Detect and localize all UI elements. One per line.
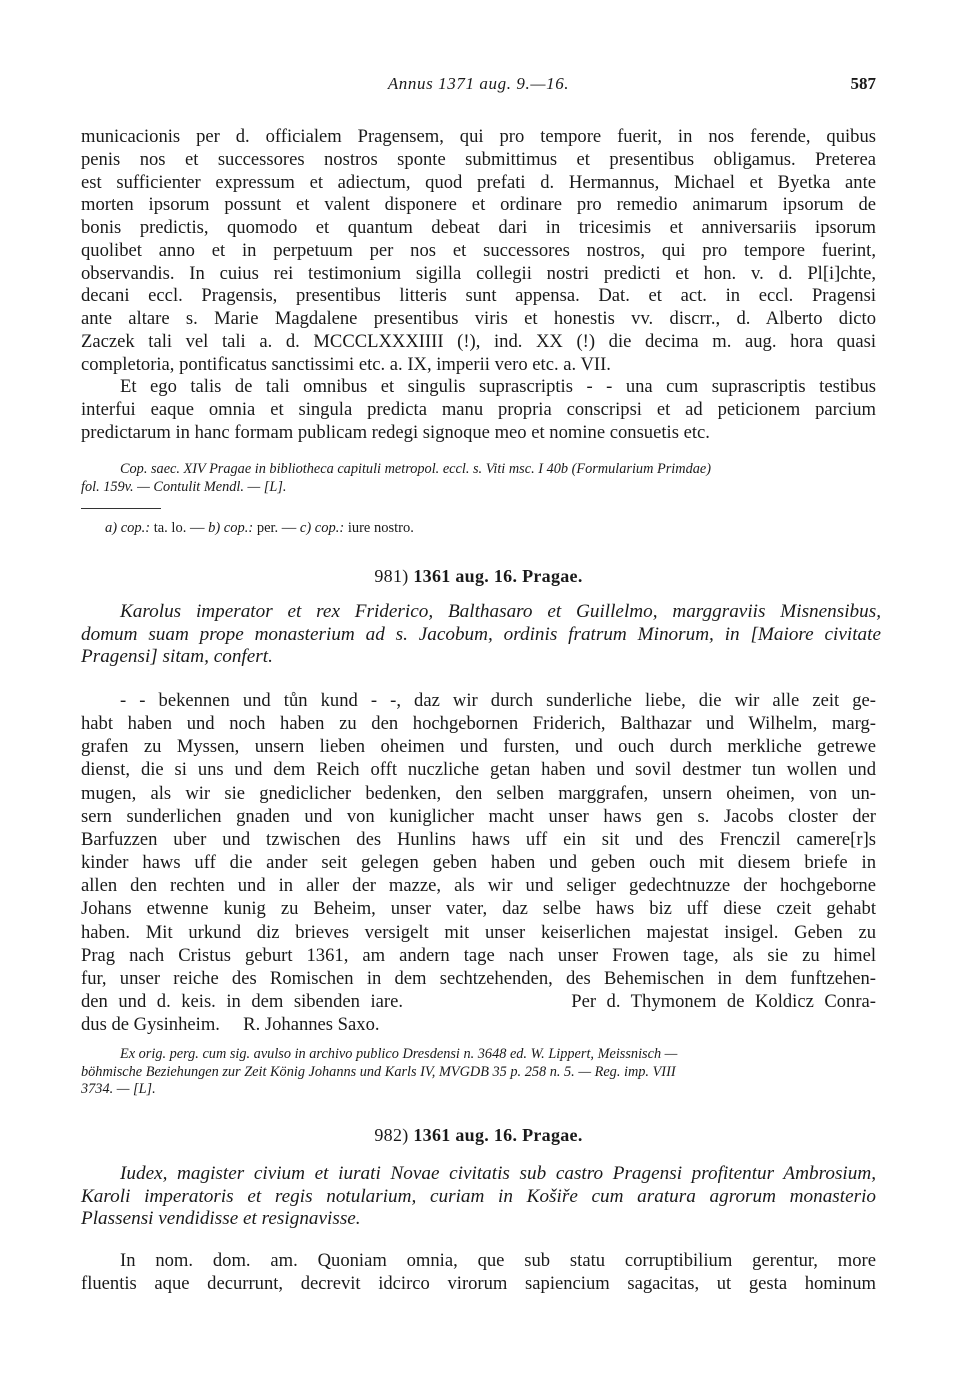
text-line: Zaczek tali vel tali a. d. MCCCLXXXIIII (!), ind. XX (!) die decima m. aug. hora quasi [81,330,876,352]
doc981-source-note [81,1046,876,1099]
footnote-c-mark: c) cop.: [299,520,345,536]
text-line: - - bekennen und tůn kund - -, daz wir durch sunderliche liebe, die wir alle zeit ge- [120,690,876,711]
text-line: sern sunderlichen gnaden und von kuniglicher macht unser haws gen s. Jacobs closter der [81,805,876,827]
text-line: dienst, die si uns und dem Reich offt nuczliche getan haben und sovil destmer tun wollen und [81,759,876,781]
regest-line: Pragensi] sitam, confert. [81,646,273,667]
text-line: est sufficienter expressum et adiectum, quod prefati d. Hermannus, Michael et Byetka ante [81,171,876,193]
paragraph-continuation [81,126,876,376]
page-number: 587 [850,74,876,93]
doc982-regest [81,1163,876,1231]
footnote-b-text: per. — [253,520,300,536]
text-line: haben. Mit urkund diz brieves versigelt mit unser keiserlichen majestat insigel. Geben zu [81,921,876,943]
text-line: grafen zu Myssen, unsern lieben oheimen und fursten, und ouch durch merkliche getrewe [81,736,876,758]
paragraph-notary [81,376,876,444]
doc982-date: 1361 aug. 16. Pragae. [413,1125,583,1145]
text-line: den und d. keis. in dem sibenden iare. Per d. Thymonem de Koldicz Conra- [81,991,876,1013]
doc981-date: 1361 aug. 16. Pragae. [413,566,583,586]
text-line: quolibet anno et in perpetuum per nos et successores nostros, qui pro tempore fuerint, [81,239,876,261]
regest-line: Iudex, magister civium et iurati Novae civitatis sub castro Pragensi profitentur Ambrosium, [120,1163,876,1184]
footnote-b-mark: b) cop.: [208,520,254,536]
text-line: completoria, pontificatus sanctissimi etc. a. IX, imperii vero etc. a. VII. [81,353,611,375]
regest-line: domum suam prope monasterium ad s. Jacobum, ordinis fratrum Minorum, in [Maiore civitate [81,623,881,645]
regest-line: Karolus imperator et rex Friderico, Balthasaro et Guillelmo, marggraviis Misnensibus, [120,601,881,622]
running-title: Annus 1371 aug. 9.—16. [387,74,570,93]
text-line: In nom. dom. am. Quoniam omnia, que sub statu corruptibilium gerentur, more [120,1250,876,1271]
text-line: bonis predictis, quomodo et quantum debeat dari in tricesimis et anniversariis ipsorum [81,217,876,238]
text-line: mugen, als wir sie gnediclicher bedenken, den selben marggrafen, unsern oheimen, von un- [81,782,876,804]
footnotes [81,519,876,537]
text-line: Prag nach Cristus geburt 1361, am andern tage nach unser Frowen tage, als sie zu himel [81,944,876,966]
text-line: interfui eaque omnia et singula predicta manu propria conscripsi et ad peticionem parcium [81,399,876,420]
source-line: böhmische Beziehungen zur Zeit König Johanns und Karls IV, MVGDB 35 p. 258 n. 5. — Reg. imp. VIII [81,1063,676,1080]
doc982-text [81,1249,876,1295]
doc981-regest [81,601,881,669]
text-line: decani eccl. Pragensis, presentibus litteris sunt appensa. Dat. et act. in eccl. Pragensi [81,285,876,307]
text-line: dus de Gysinheim. R. Johannes Saxo. [81,1014,380,1036]
text-line: fur, unser reiche des Romischen in dem sechtzehenden, des Behemischen in dem funftzehen- [81,967,876,989]
text-line: kinder haws uff die ander seit gelegen geben haben und geben ouch mit diesem briefe in [81,852,876,874]
footnote-c-text: iure nostro. [344,520,414,536]
text-line: predictarum in hanc formam publicam redegi signoque meo et nomine consuetis etc. [81,421,710,443]
text-line: Et ego talis de tali omnibus et singulis suprascriptis - - una cum suprascriptis testibus [120,376,876,398]
source-line: Ex orig. perg. cum sig. avulso in archivo publico Dresdensi n. 3648 ed. W. Lippert, Meissnisch — [120,1046,678,1062]
text-line: Barfuzzen uber und tzwischen des Hunlins haws uff ein sit und des Frenczil camere[r]s [81,828,876,850]
doc981-text [81,689,876,1036]
footnote-a-mark: a) cop.: [105,520,151,536]
text-line: ante altare s. Marie Magdalene presentibus viris et honestis vv. discrr., d. Alberto dicto [81,308,876,329]
text-line: allen den rechten und in aller der mazze, als wir und seliger gedechtnuzze der hochgeborne [81,875,876,897]
doc982-heading [81,1125,876,1146]
regest-line: Plassensi vendidisse et resignavisse. [81,1208,361,1229]
text-line: municacionis per d. officialem Pragensem, qui pro tempore fuerit, in nos ferende, quibus [81,126,876,147]
text-line: penis nos et successores nostros sponte submittimus et presentibus obligamus. Preterea [81,148,876,170]
source-note-1 [81,461,876,496]
doc981-number: 981) [374,566,409,586]
text-line: habt haben und noch haben zu den hochgebornen Friderich, Balthazar und Wilhelm, marg- [81,713,876,735]
source-line: fol. 159v. — Contulit Mendl. — [L]. [81,478,287,495]
doc981-heading [81,566,876,587]
text-line: observandis. In cuius rei testimonium sigilla collegii nostri predicti et hon. v. d. Pl[i]chte, [81,262,876,284]
regest-line: Karoli imperatoris et regis notularium, curiam in Košiře cum aratura agrorum monasterio [81,1185,876,1207]
running-head [81,74,876,102]
text-line: fluentis aque decurrunt, decrevit idcirco virorum sapiencium sagacitas, ut gesta hominum [81,1273,876,1295]
source-line: Cop. saec. XIV Pragae in bibliotheca capituli metropol. eccl. s. Viti msc. I 40b (Formularium Primdae) [120,461,711,477]
doc982-number: 982) [374,1125,409,1145]
continuation-text [81,126,876,445]
source-line: 3734. — [L]. [81,1081,156,1097]
text-line: Johans etwenne kunig zu Beheim, unser vater, daz selbe haws biz uff diese czeit gehabt [81,898,876,920]
doc981-heading-block [81,566,876,587]
doc982-heading-block [81,1125,876,1146]
footnote-a-text: ta. lo. — [150,520,209,536]
footnote-divider [81,508,161,509]
text-line: morten ipsorum possunt et valent disponere et ordinare pro remedio animarum ipsorum de [81,194,876,216]
